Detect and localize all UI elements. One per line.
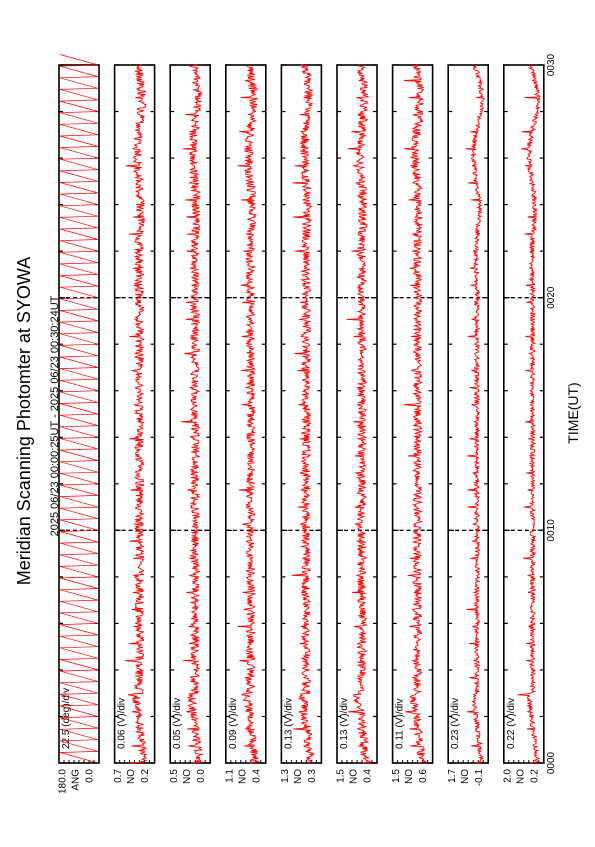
y-max-label: 1.5 [391,769,403,783]
panel-name-label: NO [348,769,360,784]
panel-name-label: NO [515,769,527,784]
scale-label: 0.23 (V)/div [450,697,462,749]
panel-name-label: NO [293,769,305,784]
panel-name-label: NO [181,769,193,784]
series-line [518,65,540,763]
x-tick-label: 0000 [545,751,557,775]
panel-frame [393,65,433,763]
y-max-label: 1.5 [335,769,347,783]
panel-frame [448,65,488,763]
y-min-label: 0.4 [251,769,263,783]
panel-3 [169,65,210,784]
panel-name-label: NO [126,769,138,784]
y-min-label: -0.1 [473,769,485,787]
scale-label: 0.22 (V)/div [505,697,517,749]
series-line [404,65,427,763]
panel-1 [58,55,99,795]
panel-7 [391,65,432,784]
series-line [181,65,203,763]
panel-9 [502,65,543,784]
y-min-label: 0.4 [362,769,374,783]
y-min-label: 0.2 [529,769,541,783]
panel-name-label: NO [404,769,416,784]
y-max-label: 180.0 [57,769,69,795]
panel-frame [226,65,266,763]
series-line [238,65,259,763]
y-min-label: 0.0 [195,769,207,783]
panel-8 [447,65,488,786]
panel-5 [280,65,321,784]
series-line [466,65,485,763]
panel-2 [113,65,154,784]
y-max-label: 0.5 [168,769,180,783]
panel-name-label: ANG [70,769,82,791]
scale-label: 0.13 (V)/div [283,697,295,749]
scale-label: 0.13 (V)/div [339,697,350,749]
y-max-label: 1.3 [280,769,292,783]
y-max-label: 0.7 [113,769,125,783]
series-line [292,65,314,763]
y-min-label: 0.0 [84,769,96,783]
panel-frame [115,65,155,763]
series-line [125,65,146,763]
y-max-label: 1.1 [224,769,236,783]
panel-6 [336,65,377,784]
scale-label: 0.06 (V)/div [116,697,128,749]
panel-frame [504,65,544,763]
series-line [60,55,98,764]
y-min-label: 0.2 [140,769,152,783]
scale-label: 22.5 (deg)/div [61,687,72,749]
scale-label: 0.09 (V)/div [227,697,239,749]
y-max-label: 2.0 [502,769,514,783]
series-line [347,65,371,763]
panel-name-label: NO [237,769,249,784]
panel-4 [224,65,265,784]
panels-group [58,53,557,794]
scale-label: 0.11 (V)/div [394,698,406,749]
chart-subtitle: 2025 06/23 00:00:25UT - 2025 06/23 00:30:24UT [49,295,61,537]
chart-title: Meridian Scanning Photomter at SYOWA [14,256,34,586]
x-tick-label: 0010 [545,519,557,542]
y-min-label: 0.6 [418,769,430,783]
x-axis-label: TIME(UT) [565,382,581,444]
y-max-label: 1.7 [446,769,458,783]
x-tick-label: 0020 [545,286,557,309]
y-min-label: 0.3 [307,769,319,783]
x-tick-label: 0030 [545,53,557,77]
scale-label: 0.05 (V)/div [172,697,184,749]
panel-name-label: NO [459,769,471,784]
